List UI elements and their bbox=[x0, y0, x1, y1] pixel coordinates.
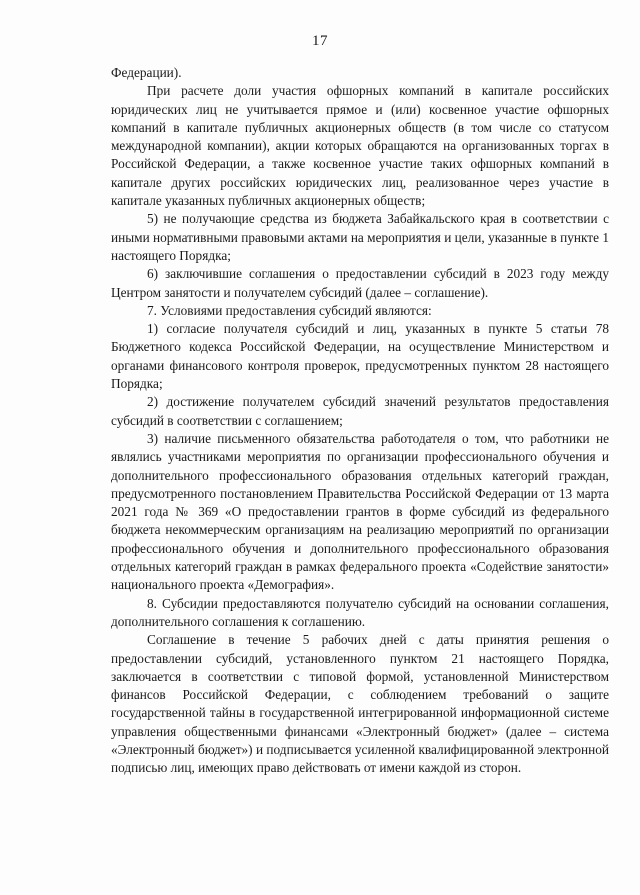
paragraph-continuation: Федерации). bbox=[111, 65, 182, 80]
paragraph-section-8: 8. Субсидии предоставляются получателю субсидий на основании соглашения, дополнительного соглашения к соглашению. bbox=[111, 595, 609, 629]
paragraph-item-6: 6) заключившие соглашения о предоставлении субсидий в 2023 году между Центром занятости и получателем субсидий (далее – соглашение). bbox=[111, 266, 609, 300]
paragraph-item-5: 5) не получающие средства из бюджета Забайкальского края в соответствии с иными нормативными правовыми актами на мероприятия и цели, указанные в пункте 1 настоящего Порядка; bbox=[111, 211, 609, 263]
paragraph-offshore-share: При расчете доли участия офшорных компаний в капитале российских юридических лиц не учитывается прямое и (или) косвенное участие офшорных компаний в капитале публичных акционерных обществ (в том числе со статусом международной компании), акции которых обращаются на организованных торгах в Российской Федерации, а также косвенное участие таких офшорных компаний в капитале других российских юридических лиц, реализованное через участие в капитале указанных публичных акционерных обществ; bbox=[111, 83, 609, 209]
document-body bbox=[111, 64, 609, 778]
paragraph-condition-1: 1) согласие получателя субсидий и лиц, указанных в пункте 5 статьи 78 Бюджетного кодекса Российской Федерации, на осуществление Министерством и органами финансового контроля проверок, предусмотренных пунктом 28 настоящего Порядка; bbox=[111, 321, 609, 392]
page-number: 17 bbox=[312, 33, 328, 49]
paragraph-section-7: 7. Условиями предоставления субсидий являются: bbox=[147, 302, 432, 318]
paragraph-agreement: Соглашение в течение 5 рабочих дней с даты принятия решения о предоставлении субсидий, установленного пунктом 21 настоящего Порядка, заключается в соответствии с типовой формой, установленной Министерством финансов Российской Федерации, с соблюдением требований о защите государственной тайны в государственной интегрированной информационной системе управления общественными финансами «Электронный бюджет» (далее – система «Электронный бюджет») и подписывается усиленной квалифицированной электронной подписью лиц, имеющих право действовать от имени каждой из сторон. bbox=[111, 632, 609, 776]
paragraph-condition-3: 3) наличие письменного обязательства работодателя о том, что работники не являлись участниками мероприятия по организации профессионального обучения и дополнительного профессионального образования отдельных категорий граждан, предусмотренного постановлением Правительства Российской Федерации от 13 марта 2021 года № 369 «О предоставлении грантов в форме субсидий из федерального бюджета некоммерческим организациям на реализацию мероприятий по организации профессионального обучения и дополнительного профессионального образования отдельных категорий граждан в рамках федерального проекта «Содействие занятости» национального проекта «Демография». bbox=[111, 430, 609, 593]
paragraph-condition-2: 2) достижение получателем субсидий значений результатов предоставления субсидий в соответствии с соглашением; bbox=[111, 394, 609, 428]
